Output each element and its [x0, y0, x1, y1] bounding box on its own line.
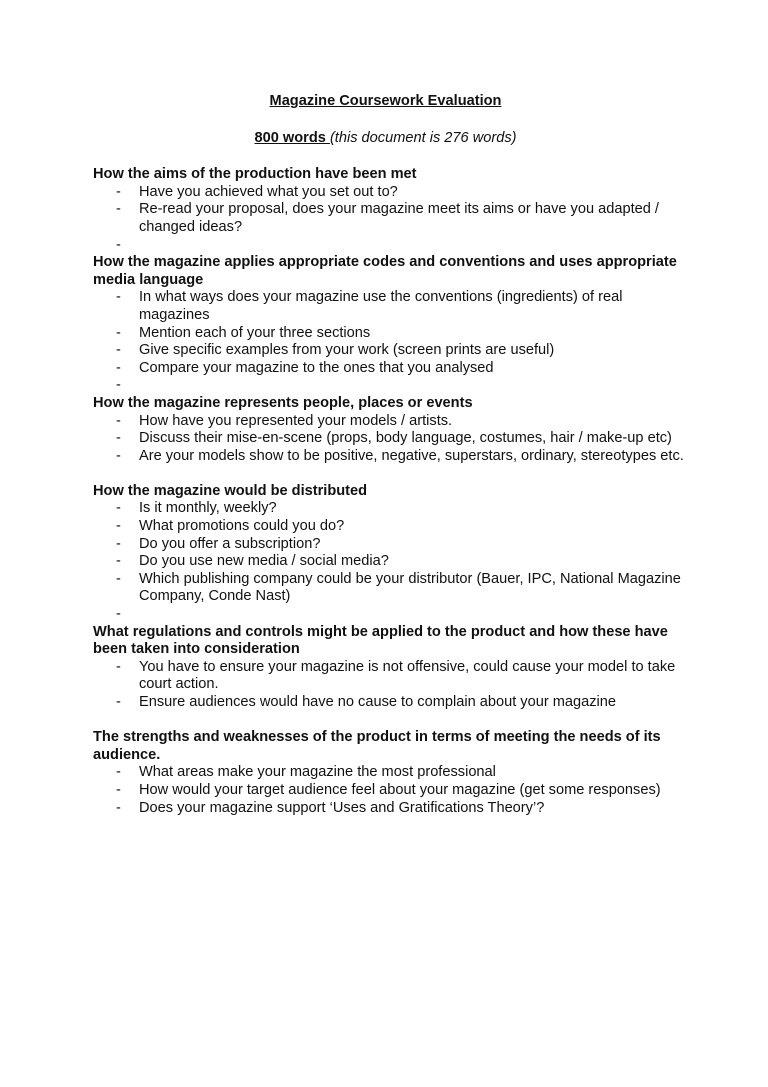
bullet-item [93, 430, 693, 448]
bullet-item [93, 237, 693, 255]
sections-container [93, 166, 693, 817]
bullet-list [93, 289, 693, 395]
word-count-line [93, 130, 678, 148]
bullet-text: You have to ensure your magazine is not offensive, could cause your model to take court action. [139, 658, 676, 693]
blank-line [93, 712, 693, 730]
bullet-list [93, 659, 693, 712]
bullet-text: What areas make your magazine the most professional [139, 764, 496, 781]
bullet-item [93, 800, 693, 818]
bullet-item [93, 377, 693, 395]
section-heading: How the aims of the production have been met [93, 166, 417, 183]
bullet-item [93, 201, 693, 236]
dash-bullet-icon: - [116, 447, 121, 464]
bullet-text: Do you use new media / social media? [139, 553, 389, 570]
bullet-item [93, 553, 693, 571]
section [93, 254, 693, 395]
dash-bullet-icon: - [116, 658, 121, 675]
blank-line [93, 465, 693, 483]
bullet-item [93, 500, 693, 518]
bullet-text: Does your magazine support ‘Uses and Gratifications Theory’? [139, 799, 545, 816]
bullet-text: Discuss their mise-en-scene (props, body language, costumes, hair / make-up etc) [139, 430, 672, 447]
section [93, 729, 693, 817]
dash-bullet-icon: - [116, 236, 121, 253]
section [93, 395, 693, 465]
dash-bullet-icon: - [116, 289, 121, 306]
document-page [93, 93, 693, 817]
bullet-text: Are your models show to be positive, negative, superstars, ordinary, stereotypes etc. [139, 447, 684, 464]
section [93, 166, 693, 254]
dash-bullet-icon: - [116, 799, 121, 816]
dash-bullet-icon: - [116, 764, 121, 781]
dash-bullet-icon: - [116, 606, 121, 623]
section-heading: How the magazine represents people, places or events [93, 394, 473, 411]
bullet-text: Ensure audiences would have no cause to complain about your magazine [139, 694, 617, 710]
bullet-list [93, 184, 693, 254]
bullet-item [93, 606, 693, 624]
bullet-text: In what ways does your magazine use the conventions (ingredients) of real magazines [139, 289, 623, 323]
section [93, 483, 693, 624]
bullet-text [139, 377, 143, 393]
dash-bullet-icon: - [116, 377, 121, 394]
bullet-text: How have you represented your models / artists. [139, 412, 453, 429]
bullet-item [93, 360, 693, 378]
dash-bullet-icon: - [116, 324, 121, 341]
word-count-note: (this document is 276 words) [329, 129, 517, 146]
dash-bullet-icon: - [116, 570, 121, 587]
bullet-item [93, 536, 693, 554]
section-heading: How the magazine would be distributed [93, 482, 368, 499]
bullet-text: What promotions could you do? [139, 518, 345, 535]
bullet-item [93, 342, 693, 360]
bullet-text: Compare your magazine to the ones that you analysed [139, 359, 494, 376]
bullet-item [93, 184, 693, 202]
bullet-item [93, 289, 693, 324]
section [93, 624, 693, 712]
section-heading: The strengths and weaknesses of the product in terms of meeting the needs of its audience. [93, 729, 661, 763]
bullet-item [93, 659, 693, 694]
bullet-text [139, 606, 143, 622]
bullet-text: Do you offer a subscription? [139, 535, 321, 552]
section-heading: How the magazine applies appropriate codes and conventions and uses appropriate media language [93, 254, 677, 288]
dash-bullet-icon: - [116, 412, 121, 429]
section-heading: What regulations and controls might be applied to the product and how these have been taken into consideration [93, 623, 668, 658]
document-title: Magazine Coursework Evaluation [269, 93, 502, 109]
dash-bullet-icon: - [116, 430, 121, 447]
bullet-list [93, 764, 693, 817]
bullet-item [93, 571, 693, 606]
dash-bullet-icon: - [116, 342, 121, 359]
bullet-item [93, 782, 693, 800]
bullet-item [93, 694, 693, 712]
bullet-text: How would your target audience feel about your magazine (get some responses) [139, 781, 661, 798]
bullet-text: Give specific examples from your work (screen prints are useful) [139, 342, 555, 359]
dash-bullet-icon: - [116, 553, 121, 570]
bullet-item [93, 413, 693, 431]
dash-bullet-icon: - [116, 500, 121, 517]
dash-bullet-icon: - [116, 183, 121, 200]
dash-bullet-icon: - [116, 535, 121, 552]
bullet-item [93, 325, 693, 343]
bullet-text: Is it monthly, weekly? [139, 500, 277, 517]
dash-bullet-icon: - [116, 694, 121, 710]
dash-bullet-icon: - [116, 781, 121, 798]
dash-bullet-icon: - [116, 518, 121, 535]
bullet-list [93, 413, 693, 466]
bullet-text: Have you achieved what you set out to? [139, 183, 398, 200]
bullet-text [139, 237, 143, 253]
bullet-text: Re-read your proposal, does your magazine meet its aims or have you adapted / changed ideas? [139, 201, 659, 235]
bullet-item [93, 448, 693, 466]
bullet-text: Which publishing company could be your distributor (Bauer, IPC, National Magazine Company, Conde Nast) [139, 570, 681, 605]
dash-bullet-icon: - [116, 359, 121, 376]
bullet-list [93, 500, 693, 623]
bullet-item [93, 764, 693, 782]
word-target: 800 words [254, 129, 330, 146]
bullet-item [93, 518, 693, 536]
bullet-text: Mention each of your three sections [139, 324, 371, 341]
dash-bullet-icon: - [116, 201, 121, 218]
